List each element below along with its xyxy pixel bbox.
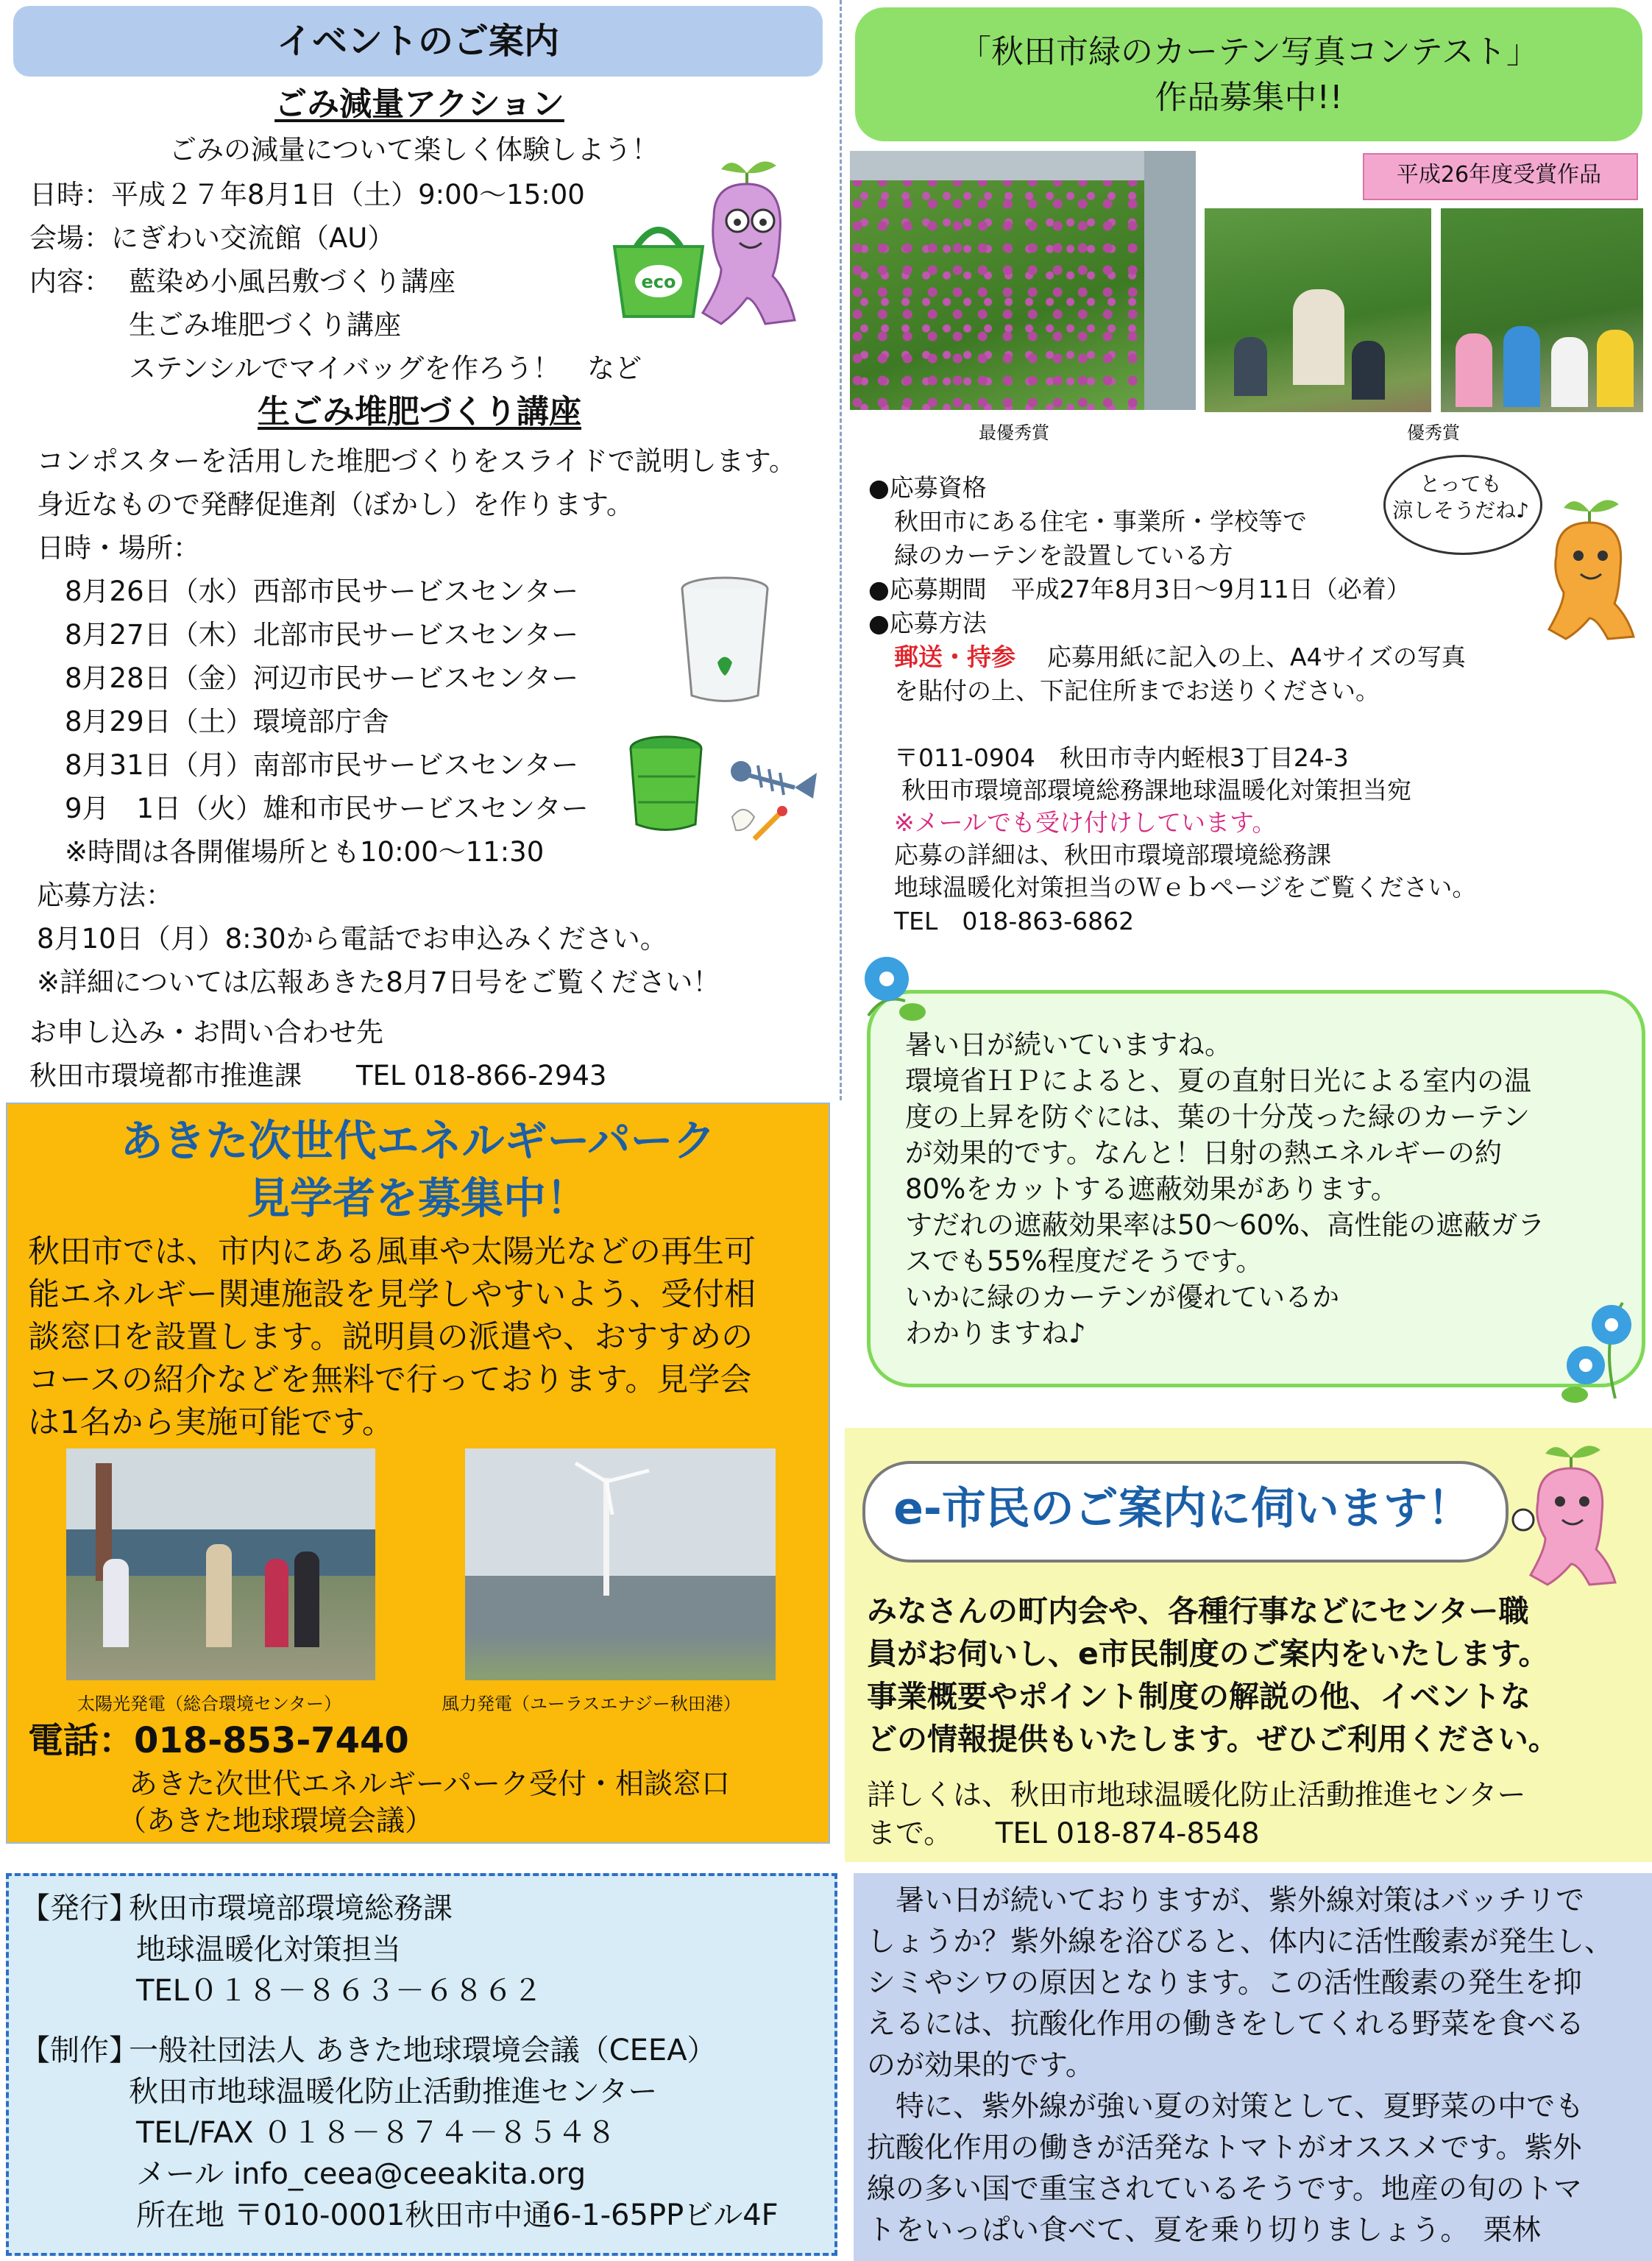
energy-park-body: コースの紹介などを無料で行っております。見学会 [28,1362,752,1398]
production-label: 【制作】 [21,2034,138,2067]
info-line: が効果的です。なんと！日射の熱エネルギーの約 [905,1137,1503,1169]
fish-bone-icon [725,743,820,843]
info-line: いかに緑のカーテンが優れているか [905,1281,1340,1313]
caption-excellent-award: 優秀賞 [1407,422,1460,443]
production-address: 所在地 〒010-0001秋田市中通6-1-65PPビル4F [136,2198,779,2232]
column-line: しょうか？紫外線を浴びると、体内に活性酸素が発生し、 [867,1925,1614,1959]
info-line: スでも55%程度だそうです。 [905,1245,1263,1277]
energy-park-body: は1名から実施可能です。 [28,1404,394,1441]
energy-park-body: 能エネルギー関連施設を見学しやすいよう、受付相 [28,1276,756,1313]
column-line: 抗酸化作用の働きが活発なトマトがオススメです。紫外 [867,2131,1582,2165]
column-line: のが効果的です。 [867,2049,1094,2082]
production-org: 一般社団法人 あきた地球環境会議（CEEA） [129,2034,717,2067]
contest-tel: TEL 018-863-6862 [894,907,1135,935]
composter-illustration [622,732,710,835]
eligibility-text: 秋田市にある住宅・事業所・学校等で [894,507,1307,536]
energy-park-subtitle: 見学者を募集中！ [247,1173,589,1223]
compost-desc: コンポスターを活用した堆肥づくりをスライドで説明します。 [37,445,796,477]
wind-turbine-blades [568,1448,656,1515]
column-line: トをいっぱい食べて、夏を乗り切りましょう。 栗林 [867,2214,1541,2247]
issue-org: 秋田市環境部環境総務課 [129,1892,453,1925]
schedule-item: 8月31日（月）南部市民サービスセンター [65,749,579,781]
info-line: 暑い日が続いていますね。 [905,1029,1232,1061]
details-text: 地球温暖化対策担当のＷｅｂページをご覧ください。 [894,873,1477,902]
gomi-content-item: ステンシルでマイバッグを作ろう！ など [129,353,642,384]
gomi-content-label: 内容： [29,266,111,297]
ecitizen-body: 事業概要やポイント制度の解説の他、イベントな [867,1679,1531,1714]
compost-bucket-illustration [677,574,773,707]
schedule-item: 8月29日（土）環境部庁舎 [65,706,389,737]
photo-wind-power [465,1448,776,1680]
column-line: 特に、紫外線が強い夏の対策として、夏野菜の中でも [867,2090,1584,2123]
energy-park-desk: （あきた地球環境会議） [118,1805,434,1838]
column-line: 線の多い国で重宝されているそうです。地産の旬のトマ [867,2173,1582,2206]
mascot-pink-icon [1509,1439,1634,1586]
contest-header [855,7,1642,141]
speech-bubble-text: とっても [1419,472,1502,496]
energy-park-body: 秋田市では、市内にある風車や太陽光などの再生可 [28,1234,756,1270]
ecitizen-body: みなさんの町内会や、各種行事などにセンター職 [867,1593,1529,1629]
info-line: すだれの遮蔽効果率は50～60%、高性能の遮蔽ガラ [905,1209,1545,1241]
issue-tel: TEL０１８－８６３－６８６２ [136,1974,542,2008]
caption-best-award: 最優秀賞 [979,422,1049,443]
schedule-label: 日時・場所： [37,532,200,564]
photo-best-award [850,151,1196,410]
photo-excellent-award-1 [1205,208,1431,412]
mascot-icon [692,151,802,335]
eco-bag-text: eco [641,272,676,292]
contact-line: 秋田市環境都市推進課 TEL 018-866-2943 [29,1060,607,1091]
time-note: ※時間は各開催場所とも10:00～11:30 [65,836,545,868]
gomi-content-item: 生ごみ堆肥づくり講座 [129,309,401,341]
gomi-subtitle: ごみの減量について楽しく体験しよう！ [169,134,659,166]
info-line: 度の上昇を防ぐには、葉の十分茂った緑のカーテン [905,1101,1531,1133]
info-line: 80%をカットする遮蔽効果があります。 [905,1173,1398,1205]
apply-label: 応募方法： [37,880,173,911]
contest-section [846,0,1652,964]
column-line: えるには、抗酸化作用の働きをしてくれる野菜を食べる [867,2008,1585,2041]
detail-note: ※詳細については広報あきた8月7日号をご覧ください！ [37,966,720,998]
mail-address: 秋田市環境部環境総務課地球温暖化対策担当宛 [901,776,1411,804]
energy-park-title: あきた次世代エネルギーパーク [120,1116,716,1166]
ecitizen-body: 員がお伺いし、e市民制度のご案内をいたします。 [867,1636,1549,1671]
issue-dept: 地球温暖化対策担当 [136,1933,401,1967]
details-text: 応募の詳細は、秋田市環境部環境総務課 [894,841,1331,869]
ecitizen-footer: 詳しくは、秋田市地球温暖化防止活動推進センター [867,1779,1526,1812]
schedule-item: 8月28日（金）河辺市民サービスセンター [65,662,579,694]
method-text: を貼付の上、下記住所までお送りください。 [894,676,1380,705]
info-line: わかりますね♪ [905,1317,1086,1349]
schedule-item: 8月26日（水）西部市民サービスセンター [65,576,579,607]
morning-glory-icon [1556,1295,1637,1406]
gomi-title: ごみ減量アクション [274,85,564,123]
events-header-text: イベントのご案内 [276,21,559,62]
compost-desc: 身近なもので発酵促進剤（ぼかし）を作ります。 [37,489,634,520]
method-emphasis: 郵送・持参 [894,643,1015,671]
column-line: 暑い日が続いておりますが、紫外線対策はバッチリで [867,1884,1585,1917]
period-text: ●応募期間 平成27年8月3日～9月11日（必着） [868,575,1411,604]
gomi-venue: 会場：にぎわい交流館（AU） [29,222,395,254]
caption-wind: 風力発電（ユーラスエナジー秋田港） [442,1694,741,1714]
energy-park-body: 談窓口を設置します。説明員の派遣や、おすすめの [28,1319,754,1356]
eligibility-text: 緑のカーテンを設置している方 [894,541,1233,570]
mail-note: ※メールでも受け付けしています。 [894,808,1277,837]
contest-title-line2: 作品募集中!! [1155,79,1343,116]
gomi-date: 日時：平成２７年8月1日（土）9:00～15:00 [29,179,585,210]
column-line: シミやシワの原因となります。この活性酸素の発生を抑 [867,1967,1582,2000]
photo-excellent-award-2 [1441,208,1643,412]
column-divider [840,0,842,1100]
gomi-content-item: 藍染め小風呂敷づくり講座 [129,266,455,297]
events-section [0,0,839,1097]
info-line: 環境省ＨＰによると、夏の直射日光による室内の温 [905,1065,1531,1097]
caption-solar: 太陽光発電（総合環境センター） [77,1694,342,1714]
apply-text: 8月10日（月）8:30から電話でお申込みください。 [37,923,667,955]
contact-label: お申し込み・お問い合わせ先 [29,1016,383,1048]
mascot-orange-icon [1538,493,1641,640]
production-tel: TEL/FAX ０１８－８７４－８５４８ [136,2116,617,2150]
method-label: ●応募方法 [868,609,987,637]
schedule-item: 8月27日（木）北部市民サービスセンター [65,619,579,651]
method-text: 応募用紙に記入の上、A4サイズの写真 [1023,643,1466,671]
compost-title: 生ごみ堆肥づくり講座 [258,393,581,431]
eligibility-label: ●応募資格 [868,473,987,502]
ecitizen-title: e-市民のご案内に伺います！ [893,1483,1472,1535]
speech-bubble-text: 涼しそうだね♪ [1392,498,1529,523]
production-mail: メール info_ceea@ceeakita.org [136,2157,586,2191]
energy-park-desk: あきた次世代エネルギーパーク受付・相談窓口 [129,1768,731,1801]
award-badge-text: 平成26年度受賞作品 [1396,162,1602,188]
contest-title-line1: 「秋田市緑のカーテン写真コンテスト」 [958,33,1539,71]
issue-label: 【発行】 [21,1892,138,1925]
photo-solar-power [66,1448,375,1680]
energy-park-phone: 電話：018-853-7440 [28,1720,409,1761]
mail-address: 〒011-0904 秋田市寺内蛭根3丁目24-3 [894,743,1349,772]
production-center: 秋田市地球温暖化防止活動推進センター [129,2075,658,2109]
ecitizen-body: どの情報提供もいたします。ぜひご利用ください。 [867,1722,1559,1757]
morning-glory-icon [854,949,935,1030]
ecitizen-footer: まで。 TEL 018-874-8548 [867,1817,1260,1850]
schedule-item: 9月 1日（火）雄和市民サービスセンター [65,793,589,824]
